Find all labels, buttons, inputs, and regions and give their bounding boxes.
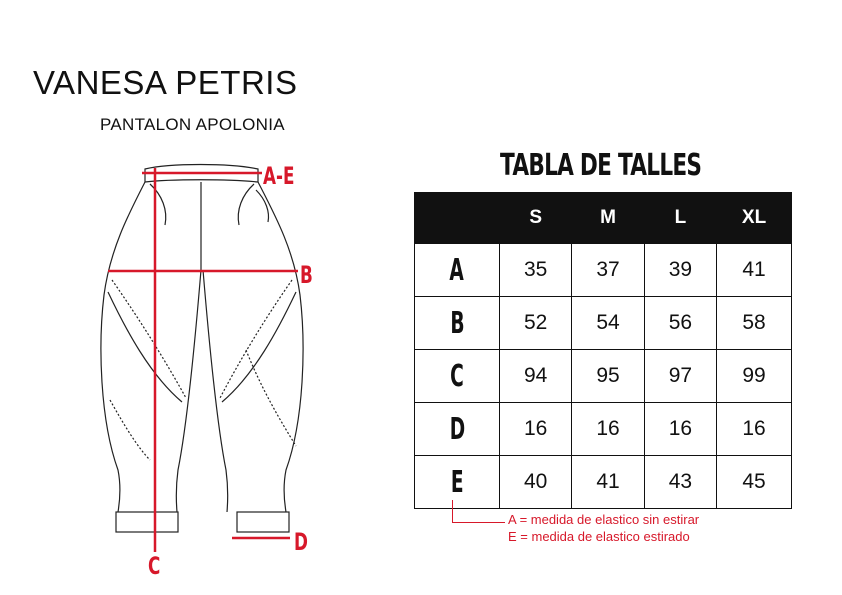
measurement-notes (508, 511, 699, 545)
table-row (415, 297, 792, 350)
label-c: C (148, 551, 161, 580)
size-header: S (500, 193, 572, 244)
table-cell: 16 (572, 403, 644, 456)
measure-lines (108, 168, 298, 552)
row-label: B (415, 297, 500, 350)
table-cell: 16 (644, 403, 716, 456)
table-cell: 95 (572, 350, 644, 403)
table-cell: 41 (717, 244, 792, 297)
label-d: D (294, 527, 308, 556)
row-label: D (415, 403, 500, 456)
size-header: L (644, 193, 716, 244)
table-cell: 43 (644, 456, 716, 509)
pants-outline (101, 165, 303, 533)
table-cell: 94 (500, 350, 572, 403)
table-cell: 39 (644, 244, 716, 297)
label-b: B (300, 260, 313, 289)
note-bracket (452, 500, 505, 523)
table-row (415, 350, 792, 403)
table-cell: 45 (717, 456, 792, 509)
size-header-row (415, 193, 792, 244)
table-cell: 97 (644, 350, 716, 403)
table-cell: 56 (644, 297, 716, 350)
table-cell: 54 (572, 297, 644, 350)
brand-name: VANESA PETRIS (33, 64, 298, 101)
note-a: A = medida de elastico sin estirar (508, 512, 700, 527)
table-cell: 35 (500, 244, 572, 297)
corner-cell (415, 193, 500, 244)
row-label: E (415, 456, 500, 509)
table-cell: 37 (572, 244, 644, 297)
table-cell: 40 (500, 456, 572, 509)
table-title: TABLA DE TALLES (500, 148, 702, 183)
table-cell: 41 (572, 456, 644, 509)
table-cell: 99 (717, 350, 792, 403)
row-label: C (415, 350, 500, 403)
table-cell: 52 (500, 297, 572, 350)
table-row (415, 403, 792, 456)
table-cell: 16 (500, 403, 572, 456)
size-table (414, 192, 792, 509)
label-ae: A-E (263, 161, 295, 190)
product-name: PANTALON APOLONIA (100, 115, 285, 134)
table-cell: 16 (717, 403, 792, 456)
table-row (415, 244, 792, 297)
note-e: E = medida de elastico estirado (508, 529, 690, 544)
size-header: M (572, 193, 644, 244)
row-label: A (415, 244, 500, 297)
size-header: XL (717, 193, 792, 244)
table-cell: 58 (717, 297, 792, 350)
